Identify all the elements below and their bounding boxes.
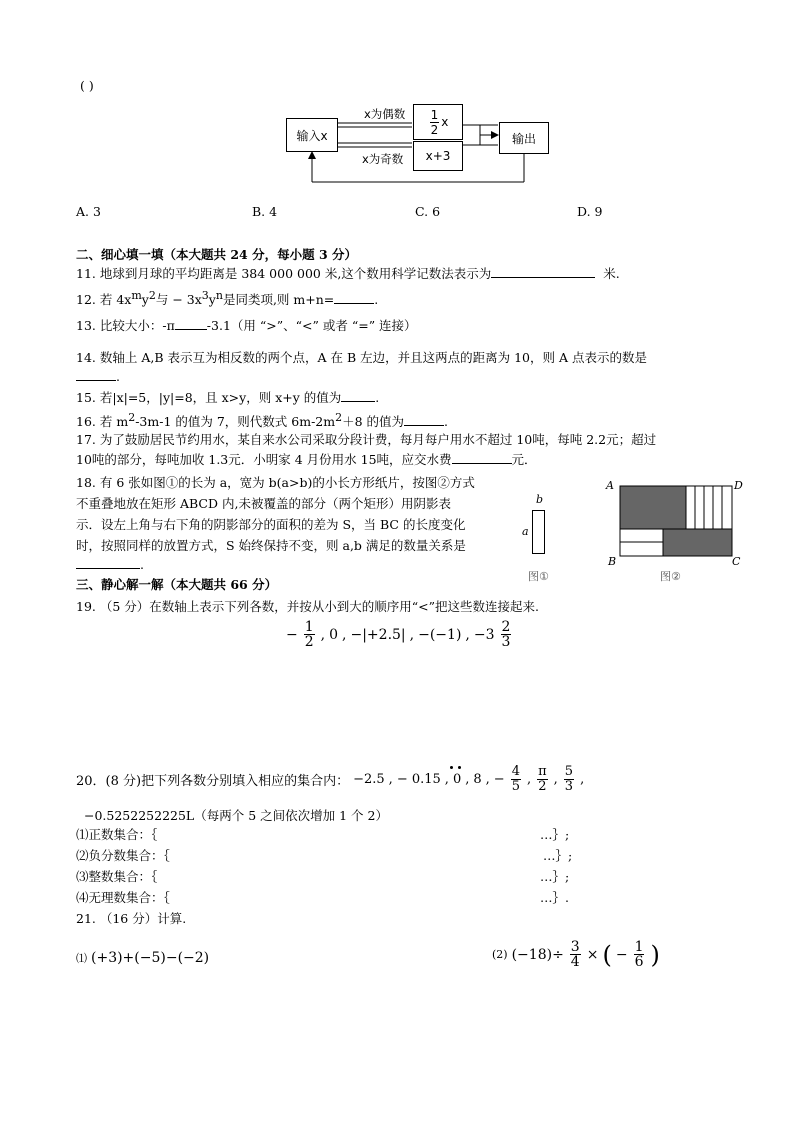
q20-n5-sign: −	[493, 772, 505, 787]
q21-2-label: (2)	[492, 948, 508, 961]
q14-line2	[76, 369, 120, 385]
flow-half-x: x	[441, 115, 449, 129]
figure-2	[604, 478, 744, 584]
q14	[76, 350, 647, 366]
q19-t5-frac	[501, 620, 512, 649]
q16	[76, 410, 448, 430]
flowchart-arrows	[0, 0, 794, 200]
q21: 21. （16 分）计算.	[76, 911, 187, 926]
q21-2-frac2	[634, 940, 645, 969]
q17-line1: 17. 为了鼓励居民节约用水，某自来水公司采取分段计费，每月每户用水不超过 10吨，每吨 2.2元；超过	[76, 432, 657, 447]
fig2-label-d: D	[734, 479, 743, 492]
q20-n7-frac	[564, 765, 574, 794]
q18-line1: 18. 有 6 张如图①的长为 a，宽为 b(a>b)的小长方形纸片，按图②方式	[76, 475, 475, 490]
frac-num: 3	[570, 939, 580, 955]
q13-t2: -3.1（用 “>”、“<” 或者 “=” 连接）	[206, 318, 417, 333]
frac-num: 1	[304, 619, 314, 635]
q21-1-label: ⑴	[76, 952, 87, 965]
q10-paren: ( )	[80, 78, 94, 93]
q14-blank[interactable]	[76, 380, 116, 381]
q12-t4: y	[208, 292, 216, 308]
q15-blank[interactable]	[341, 401, 375, 402]
q20-repeat-dots	[447, 766, 467, 772]
q11-text: 11. 地球到月球的平均距离是 384 000 000 米,这个数用科学记数法表示为	[76, 266, 492, 281]
q19: 19. （5 分）在数轴上表示下列各数，并按从小到大的顺序用“<”把这些数连接起来.	[76, 599, 540, 614]
flow-output-box	[499, 122, 549, 154]
q18-line2: 不重叠地放在矩形 ABCD 内,未被覆盖的部分（两个矩形）用阴影表	[76, 496, 451, 511]
figure-1	[518, 490, 558, 583]
repeat-dot	[458, 766, 461, 769]
q12-t3: 与 − 3x	[155, 292, 202, 308]
frac-den: 2	[304, 634, 314, 650]
set-positive-end: …｝;	[540, 827, 570, 842]
frac-num: 2	[501, 619, 511, 635]
q20-n2: − 0.15	[396, 772, 441, 787]
flow-half-box	[413, 104, 463, 140]
fig1-label-a: a	[522, 525, 529, 538]
flow-plus3-box	[413, 141, 463, 171]
q19-t1-frac	[304, 620, 315, 649]
frac-den: 5	[511, 779, 520, 794]
q12-end: .	[374, 292, 379, 308]
set-negfrac-label: ⑵负分数集合：｛	[76, 848, 170, 863]
set-positive-label: ⑴正数集合：｛	[76, 827, 158, 842]
q12-sup4: n	[215, 289, 223, 302]
paren-open: (	[602, 940, 612, 969]
fig2-caption: 图②	[660, 570, 681, 583]
q11-unit: 米.	[603, 266, 620, 281]
q13-blank[interactable]	[175, 329, 207, 330]
q19-t4: −(−1)	[418, 626, 462, 643]
q12-sup1: m	[131, 289, 142, 302]
q21-2-sign: −	[615, 946, 628, 963]
q10-option-b: B. 4	[252, 204, 278, 219]
set-irrational-end: …｝.	[540, 890, 569, 905]
q11-blank[interactable]	[491, 277, 595, 278]
q20-n5-frac	[511, 765, 521, 794]
frac-den: 3	[501, 634, 511, 650]
q16-t1: 16. 若 m	[76, 414, 129, 430]
frac-num: 4	[511, 764, 520, 779]
set-negfrac-end: …｝;	[543, 848, 573, 863]
q18-line3: 示．设左上角与右下角的阴影部分的面积的差为 S，当 BC 的长度变化	[76, 517, 466, 532]
q18-end: .	[140, 557, 144, 572]
q20-n1: −2.5	[353, 772, 385, 787]
q19-t3: −|+2.5|	[350, 626, 406, 643]
q13-t1: 13. 比较大小：-π	[76, 318, 175, 333]
q17-end: 元．	[511, 452, 537, 467]
q18-line5	[76, 557, 144, 573]
q21-1-expr: (+3)+(−5)−(−2)	[91, 950, 210, 966]
q10-option-c: C. 6	[415, 204, 441, 219]
frac-den: 2	[538, 779, 547, 794]
q18-blank[interactable]	[76, 568, 140, 569]
q20-n6-frac	[537, 765, 548, 794]
q16-sup1: 2	[128, 411, 136, 424]
frac-num: π	[538, 764, 547, 779]
q19-sep: ,	[409, 626, 415, 643]
section3-title: 三、静心解一解（本大题共 66 分）	[76, 577, 278, 592]
q10-option-a: A. 3	[76, 204, 101, 219]
q12-t1: 12. 若 4x	[76, 292, 132, 308]
q19-t2: 0	[329, 626, 339, 643]
q16-t3: ＋8 的值为	[342, 414, 405, 430]
fig2-label-b: B	[608, 555, 617, 568]
frac-den: 3	[564, 779, 574, 794]
q13	[76, 318, 417, 334]
flow-input-label: 输入x	[296, 128, 328, 143]
q16-end: .	[444, 414, 449, 430]
q19-t5-whole: −3	[473, 626, 495, 643]
q12-blank[interactable]	[334, 303, 374, 304]
repeat-dot	[450, 766, 453, 769]
q12-t2: y	[141, 292, 149, 308]
q19-sep: ,	[320, 626, 326, 643]
q17-blank[interactable]	[452, 463, 512, 464]
q15-text: 15. 若|x|=5，|y|=8，且 x>y，则 x+y 的值为	[76, 390, 342, 405]
q20-sep: ,	[553, 772, 558, 787]
q18-line4: 时，按照同样的放置方式，S 始终保持不变，则 a,b 满足的数量关系是	[76, 538, 466, 553]
q16-t2: -3m-1 的值为 7，则代数式 6m-2m	[135, 414, 336, 430]
fig2-label-c: C	[732, 555, 741, 568]
q12-t5: 是同类项,则 m+n=	[222, 292, 335, 308]
paren-close: )	[650, 940, 660, 969]
flow-even-label: x为偶数	[364, 107, 406, 121]
set-integer-label: ⑶整数集合：｛	[76, 869, 158, 884]
q19-numbers	[286, 620, 513, 649]
flow-output-label: 输出	[511, 131, 536, 146]
q20-text: 20．(8 分)把下列各数分别填入相应的集合内：	[76, 774, 350, 789]
flow-odd-label: x为奇数	[362, 152, 404, 166]
set-irrational-label: ⑷无理数集合：｛	[76, 890, 170, 905]
q20-sep: ,	[580, 772, 585, 787]
q10-option-d: D. 9	[577, 204, 603, 219]
q15	[76, 390, 379, 406]
q20-sep: ,	[388, 772, 393, 787]
frac-num: 5	[564, 764, 574, 779]
fig2-label-a: A	[606, 479, 614, 492]
q17	[76, 432, 656, 448]
section2-title: 二、细心填一填（本大题共 24 分，每小题 3 分）	[76, 247, 358, 262]
flow-input-box	[286, 118, 338, 152]
fig1-label-b: b	[536, 493, 544, 506]
flowchart	[0, 0, 794, 200]
frac-num: 1	[634, 939, 644, 955]
q20-line1	[76, 765, 584, 794]
frac-den: 6	[634, 954, 644, 970]
frac-num: 1	[430, 107, 439, 122]
q21-part1	[76, 950, 209, 966]
frac-den: 4	[570, 954, 580, 970]
q14-text: 14. 数轴上 A,B 表示互为相反数的两个点，A 在 B 左边，并且这两点的距离为 10，则 A 点表示的数是	[76, 350, 647, 365]
q21-2-t1: (−18)÷	[511, 946, 564, 963]
fig1-caption: 图①	[528, 570, 549, 583]
q12-sup3: 3	[201, 289, 209, 302]
q20-sep: ,	[465, 772, 470, 787]
q20-sep: ,	[485, 772, 490, 787]
q21-2-frac1	[570, 940, 581, 969]
set-integer-end: …｝;	[540, 869, 570, 884]
q11	[76, 266, 620, 282]
q19-sep: ,	[465, 626, 470, 643]
q19-t1-sign: −	[286, 626, 298, 643]
q14-end: .	[116, 369, 120, 384]
q19-sep: ,	[342, 626, 347, 643]
flow-half-frac	[430, 108, 440, 137]
q21-2-times: ×	[586, 946, 599, 963]
q20-n4: 8	[473, 772, 482, 787]
q16-sup2: 2	[335, 411, 343, 424]
q17-line2	[76, 452, 537, 468]
q16-blank[interactable]	[404, 425, 444, 426]
fig1-rect	[532, 510, 545, 554]
q20-sep: ,	[444, 772, 449, 787]
q20-line2: −0.5252252225L（每两个 5 之间依次增加 1 个 2）	[84, 808, 388, 823]
q15-end: .	[375, 390, 380, 405]
q20-sep: ,	[526, 772, 532, 787]
flow-plus3-label: x+3	[425, 149, 451, 163]
frac-den: 2	[430, 122, 439, 137]
q20-n3: 0	[452, 772, 462, 787]
q12-sup2: 2	[148, 289, 156, 302]
q17-text: 10吨的部分，每吨加收 1.3元．小明家 4 月份用水 15吨，应交水费	[76, 452, 452, 467]
q12	[76, 288, 378, 308]
q21-part2	[492, 940, 660, 969]
